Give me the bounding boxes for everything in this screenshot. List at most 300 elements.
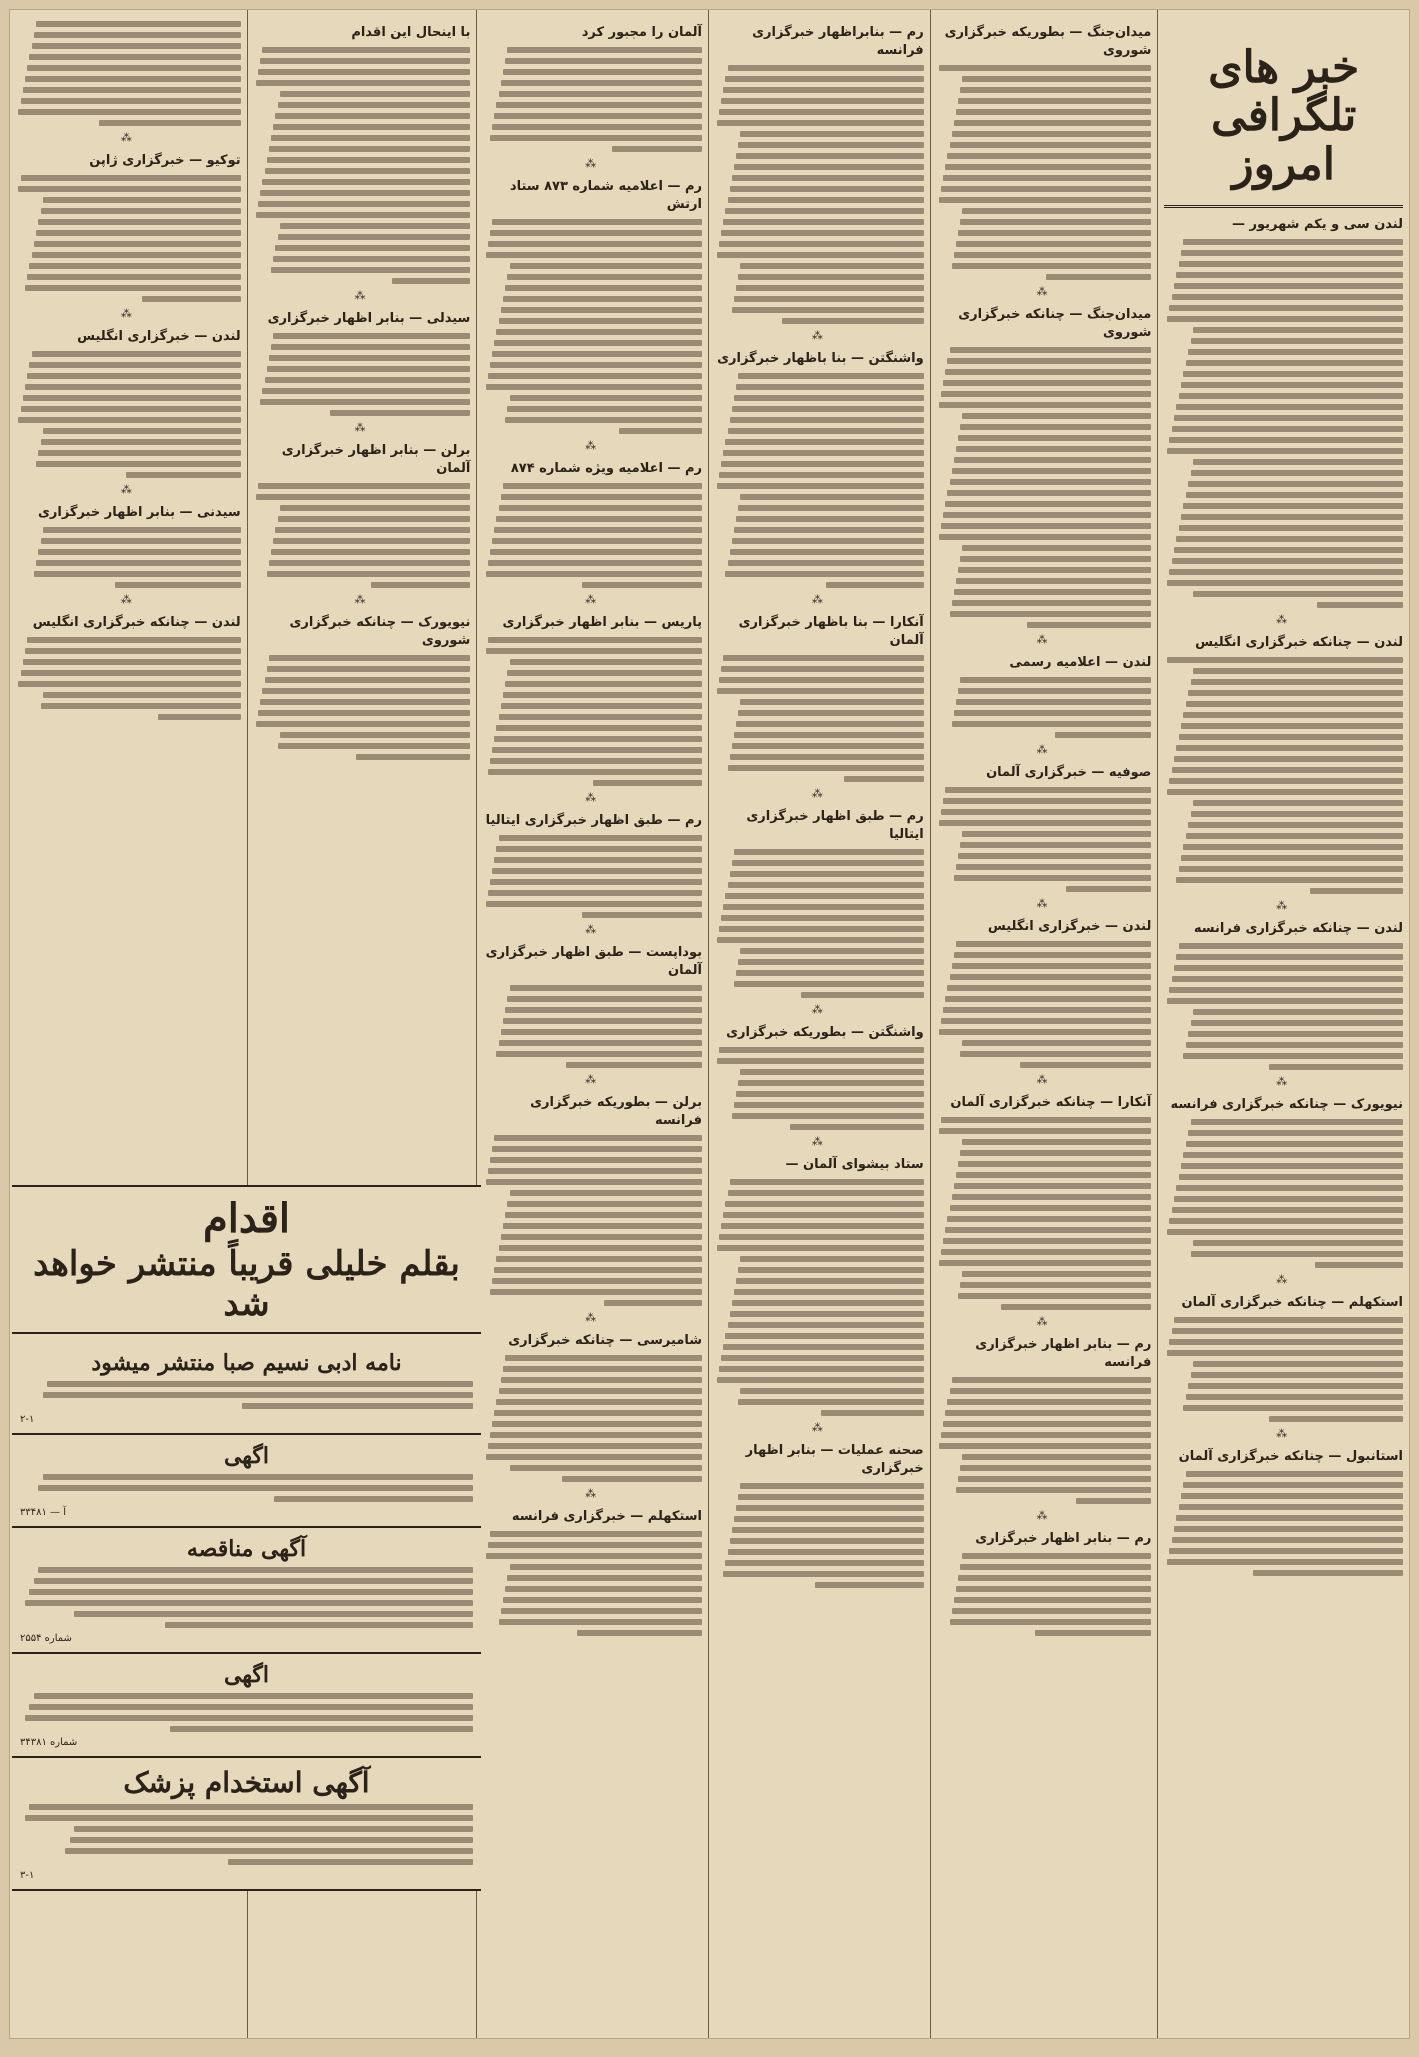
text-line [496,1051,702,1057]
text-line [501,80,702,86]
text-line [507,670,702,676]
ad-reference-number: شماره ۳۴۳۸۱ [20,1737,78,1748]
text-line [499,1388,702,1394]
text-line [36,21,240,27]
text-line [962,1040,1151,1046]
text-line [273,124,470,130]
story-headline: آلمان را مجبور کرد [581,25,702,40]
text-line [721,230,923,236]
text-line [1055,732,1152,738]
story-body-text [937,941,1152,1068]
text-line [21,670,241,676]
text-line [734,732,924,738]
text-line [488,637,702,643]
text-line [501,1377,702,1383]
story-separator: ⁂ [1036,1315,1052,1328]
text-line [1188,822,1403,828]
text-line [503,296,702,302]
text-line [950,1388,1152,1394]
advertisement-section [12,1185,481,1891]
text-line [510,395,702,401]
text-line [1186,492,1403,498]
text-line [728,197,924,203]
story-body-text [715,655,924,782]
text-line [27,637,240,643]
text-line [1269,1416,1403,1422]
text-line [1176,954,1403,960]
text-line [1027,622,1152,628]
ad-title: نامه ادبی نسیم صبا منتشر میشود [91,1350,402,1376]
story-body-text [1164,1317,1403,1422]
story-headline: میدان‌جنگ — بطوریکه خبرگزاری شوروی [944,25,1152,58]
text-line [269,560,471,566]
text-line [730,186,924,192]
story-headline: واشنگتن — بنا باظهار خبرگزاری [717,351,924,366]
news-story [16,152,241,320]
text-line [23,87,241,93]
story-body-text [1164,239,1403,608]
text-line [36,560,240,566]
text-line [612,146,702,152]
news-story [1164,634,1403,912]
text-line [740,131,924,137]
text-line [717,1377,924,1383]
story-separator: ⁂ [1276,899,1292,913]
text-line [490,135,702,141]
text-line [501,1234,702,1240]
text-line [1179,1504,1403,1510]
story-headline: بوداپست — طبق اظهار خبرگزاری آلمان [485,945,702,978]
text-line [952,963,1152,969]
text-line [1167,1559,1403,1565]
text-line [956,578,1151,584]
text-line [723,1344,923,1350]
text-line [954,952,1151,958]
story-separator: ⁂ [1036,285,1052,298]
text-line [730,1311,924,1317]
story-headline: لندن — چنانکه خبرگزاری فرانسه [1193,921,1403,937]
text-line [70,1837,473,1843]
text-line [494,1267,702,1273]
text-line [32,43,241,49]
text-line [494,736,702,742]
text-line [945,787,1151,793]
news-story [937,654,1152,756]
story-headline: صوفیه — خبرگزاری آلمان [986,765,1152,780]
text-line [736,970,924,976]
text-line [505,1007,702,1013]
text-line [1174,1196,1403,1202]
story-body-text [937,347,1152,628]
text-line [719,241,924,247]
text-line [499,1245,702,1251]
story-body-text [715,849,924,998]
text-line [952,1608,1152,1614]
text-line [18,109,240,115]
text-line [25,1715,473,1721]
story-headline: سیدنی — بنابر اظهار خبرگزاری [37,505,241,520]
text-line [490,1157,702,1163]
text-line [962,1271,1151,1277]
text-line [738,274,924,280]
text-line [939,1128,1152,1134]
text-line [1167,789,1403,795]
text-line [170,1726,474,1732]
text-line [499,1619,702,1625]
text-line [25,384,241,390]
text-line [490,1289,702,1295]
text-line [501,494,702,500]
text-line [271,267,470,273]
text-line [738,959,924,965]
text-line [717,1245,924,1251]
text-line [267,666,471,672]
banner-subtitle: بقلم خلیلی قریباً منتشر خواهد شد [12,1244,481,1334]
text-line [1181,514,1403,520]
text-line [269,355,471,361]
text-line [392,278,470,284]
text-line [958,230,1151,236]
news-story [937,1094,1152,1328]
text-line [725,1560,923,1566]
text-line [1181,1163,1403,1169]
text-line [717,937,924,943]
text-line [280,732,471,738]
text-line [488,1542,702,1548]
news-story [715,1442,924,1588]
text-line [1186,1141,1403,1147]
text-line [730,1179,924,1185]
text-line [490,1531,702,1537]
story-headline: رم — طبق اظهار خبرگزاری ایتالیا [485,813,702,828]
text-line [41,703,241,709]
text-line [952,1377,1152,1383]
text-line [1191,1119,1403,1125]
text-line [950,1619,1152,1625]
text-line [1193,668,1403,674]
text-line [260,399,470,405]
story-headline: آنکارا — چنانکه خبرگزاری آلمان [950,1095,1152,1110]
text-line [582,912,702,918]
ad-body-text [20,1804,473,1865]
text-line [1183,844,1403,850]
story-body-text [16,351,241,478]
text-line [34,32,241,38]
ad-body-text [20,1474,473,1502]
text-line [740,699,924,705]
story-separator: ⁂ [811,329,827,342]
text-line [723,1212,923,1218]
text-line [492,124,702,130]
text-line [507,274,702,280]
story-body-text [483,637,702,786]
text-line [38,219,240,225]
text-line [738,1080,924,1086]
newspaper-page [9,9,1410,2039]
text-line [1176,877,1403,883]
text-line [619,428,702,434]
ad-reference-number: ۳-۱ [20,1870,35,1881]
story-body-text [715,1047,924,1130]
text-line [719,926,924,932]
text-line [499,714,702,720]
text-line [1172,558,1403,564]
text-line [1183,371,1403,377]
text-line [1183,712,1403,718]
ad-reference-number: ۲-۱ [20,1414,35,1425]
text-line [732,175,924,181]
text-line [945,1227,1151,1233]
story-body-text [483,835,702,918]
text-line [945,164,1151,170]
story-separator: ⁂ [1036,1073,1052,1086]
text-line [275,527,470,533]
text-line [258,69,470,75]
text-line [34,571,241,577]
text-line [719,1047,924,1053]
text-line [730,1538,924,1544]
text-line [1253,1570,1403,1576]
text-line [939,65,1152,71]
story-separator: ⁂ [585,1487,601,1500]
text-line [1172,976,1403,982]
text-line [943,798,1151,804]
text-line [43,527,241,533]
text-line [258,483,470,489]
news-story [483,1332,702,1500]
text-line [947,1216,1151,1222]
text-line [956,446,1151,452]
story-separator: ⁂ [1036,633,1052,646]
story-body-text [1164,657,1403,894]
text-line [721,1355,923,1361]
story-body-text [1164,1119,1403,1268]
text-line [1167,580,1403,586]
text-line [740,1388,924,1394]
text-line [503,1597,702,1603]
text-line [280,223,471,229]
text-line [962,413,1151,419]
text-line [1193,1361,1403,1367]
text-line [496,1399,702,1405]
text-line [740,948,924,954]
text-line [488,241,702,247]
text-line [1179,393,1403,399]
news-story [483,1508,702,1636]
text-line [734,1516,924,1522]
news-story [254,442,471,606]
text-line [505,417,702,423]
story-headline: لندن — چنانکه خبرگزاری انگلیس [1195,635,1403,651]
text-line [492,219,702,225]
text-line [947,985,1151,991]
text-line [278,234,471,240]
text-line [499,835,702,841]
text-line [943,1007,1151,1013]
text-line [1183,1152,1403,1158]
text-line [740,1069,924,1075]
text-line [1174,547,1403,553]
news-story [483,460,702,606]
story-separator: ⁂ [120,483,136,496]
story-separator: ⁂ [585,1073,601,1086]
text-line [734,527,924,533]
text-line [1181,382,1403,388]
text-line [1188,1130,1403,1136]
text-line [958,1575,1151,1581]
story-separator: ⁂ [811,787,827,800]
text-line [1172,1328,1403,1334]
news-story [483,614,702,804]
story-headline: صحنه عملیات — بنابر اظهار خبرگزاری [745,1443,924,1476]
text-line [38,1485,473,1491]
banner-title: اقدام [202,1195,291,1242]
text-line [1186,833,1403,839]
text-line [1191,811,1403,817]
ad-title: اگهی [223,1662,270,1688]
text-line [725,571,923,577]
text-line [25,1815,473,1821]
text-line [1169,437,1403,443]
text-line [29,1804,473,1810]
text-line [47,1381,473,1387]
text-line [941,1018,1151,1024]
story-headline: رم — اعلامیه شماره ۸۷۳ ستاد ارتش [509,179,702,212]
text-line [725,1333,923,1339]
text-line [728,765,924,771]
text-line [943,1238,1151,1244]
text-line [1066,886,1152,892]
text-line [954,120,1151,126]
story-headline: با اینحال این اقدام [351,25,471,40]
text-line [503,1223,702,1229]
story-body-text [1164,1471,1403,1576]
text-line [258,201,470,207]
text-line [939,1029,1152,1035]
text-line [962,76,1151,82]
text-line [510,1190,702,1196]
text-line [730,549,924,555]
news-story [16,614,241,720]
text-line [488,1443,702,1449]
text-line [1183,1482,1403,1488]
text-line [505,1586,702,1592]
text-line [1183,1405,1403,1411]
text-line [228,1859,473,1865]
story-separator: ⁂ [1276,613,1292,627]
text-line [330,410,471,416]
text-line [736,1505,924,1511]
text-line [21,175,241,181]
story-body-text [937,65,1152,280]
text-line [939,1260,1152,1266]
text-line [956,109,1151,115]
text-line [728,65,924,71]
story-headline: نیویورک — چنانکه خبرگزاری فرانسه [1170,1097,1403,1113]
text-line [496,846,702,852]
text-line [29,1704,473,1710]
text-line [721,666,923,672]
text-line [505,1355,702,1361]
ad-block [12,1342,481,1435]
text-line [725,439,923,445]
text-line [1176,404,1403,410]
text-line [496,1256,702,1262]
ads-list [12,1342,481,1891]
text-line [501,703,702,709]
story-separator: ⁂ [120,593,136,606]
news-story [1164,1096,1403,1286]
story-headline: برلن — بنابر اظهار خبرگزاری آلمان [281,443,471,476]
text-line [956,241,1151,247]
text-line [941,523,1151,529]
text-line [960,87,1151,93]
story-headline: لندن — چنانکه خبرگزاری انگلیس [32,615,241,630]
text-line [503,69,702,75]
text-line [956,699,1151,705]
story-headline: شامیرسی — چنانکه خبرگزاری [508,1333,702,1348]
text-line [962,208,1151,214]
text-line [740,1483,924,1489]
text-line [1315,1262,1403,1268]
text-line [950,347,1152,353]
text-line [582,582,702,588]
text-line [1188,1383,1403,1389]
news-story [937,764,1152,910]
text-line [962,1139,1151,1145]
news-story [254,310,471,434]
story-separator: ⁂ [120,307,136,320]
story-body-text [254,333,471,416]
text-line [723,1571,923,1577]
text-line [501,307,702,313]
text-line [115,582,241,588]
text-line [488,1168,702,1174]
text-line [262,388,470,394]
text-line [728,1322,924,1328]
text-line [939,534,1152,540]
text-line [1188,349,1403,355]
text-line [734,395,924,401]
text-line [494,340,702,346]
text-line [499,1040,702,1046]
text-line [960,1564,1151,1570]
story-body-text [937,1377,1152,1504]
text-line [721,1223,923,1229]
text-line [717,252,924,258]
text-line [510,263,702,269]
story-body-text [16,527,241,588]
text-line [962,545,1151,551]
text-line [1186,1042,1403,1048]
text-line [371,582,471,588]
text-line [1179,1174,1403,1180]
text-line [725,208,923,214]
text-line [1176,745,1403,751]
text-line [499,91,702,97]
text-line [486,1454,702,1460]
text-line [958,688,1151,694]
news-story [1164,1294,1403,1440]
text-line [943,175,1151,181]
news-story [715,350,924,606]
text-line [782,318,924,324]
text-line [488,890,702,896]
news-story [1164,1448,1403,1576]
text-line [490,758,702,764]
text-line [738,373,924,379]
text-line [732,743,924,749]
